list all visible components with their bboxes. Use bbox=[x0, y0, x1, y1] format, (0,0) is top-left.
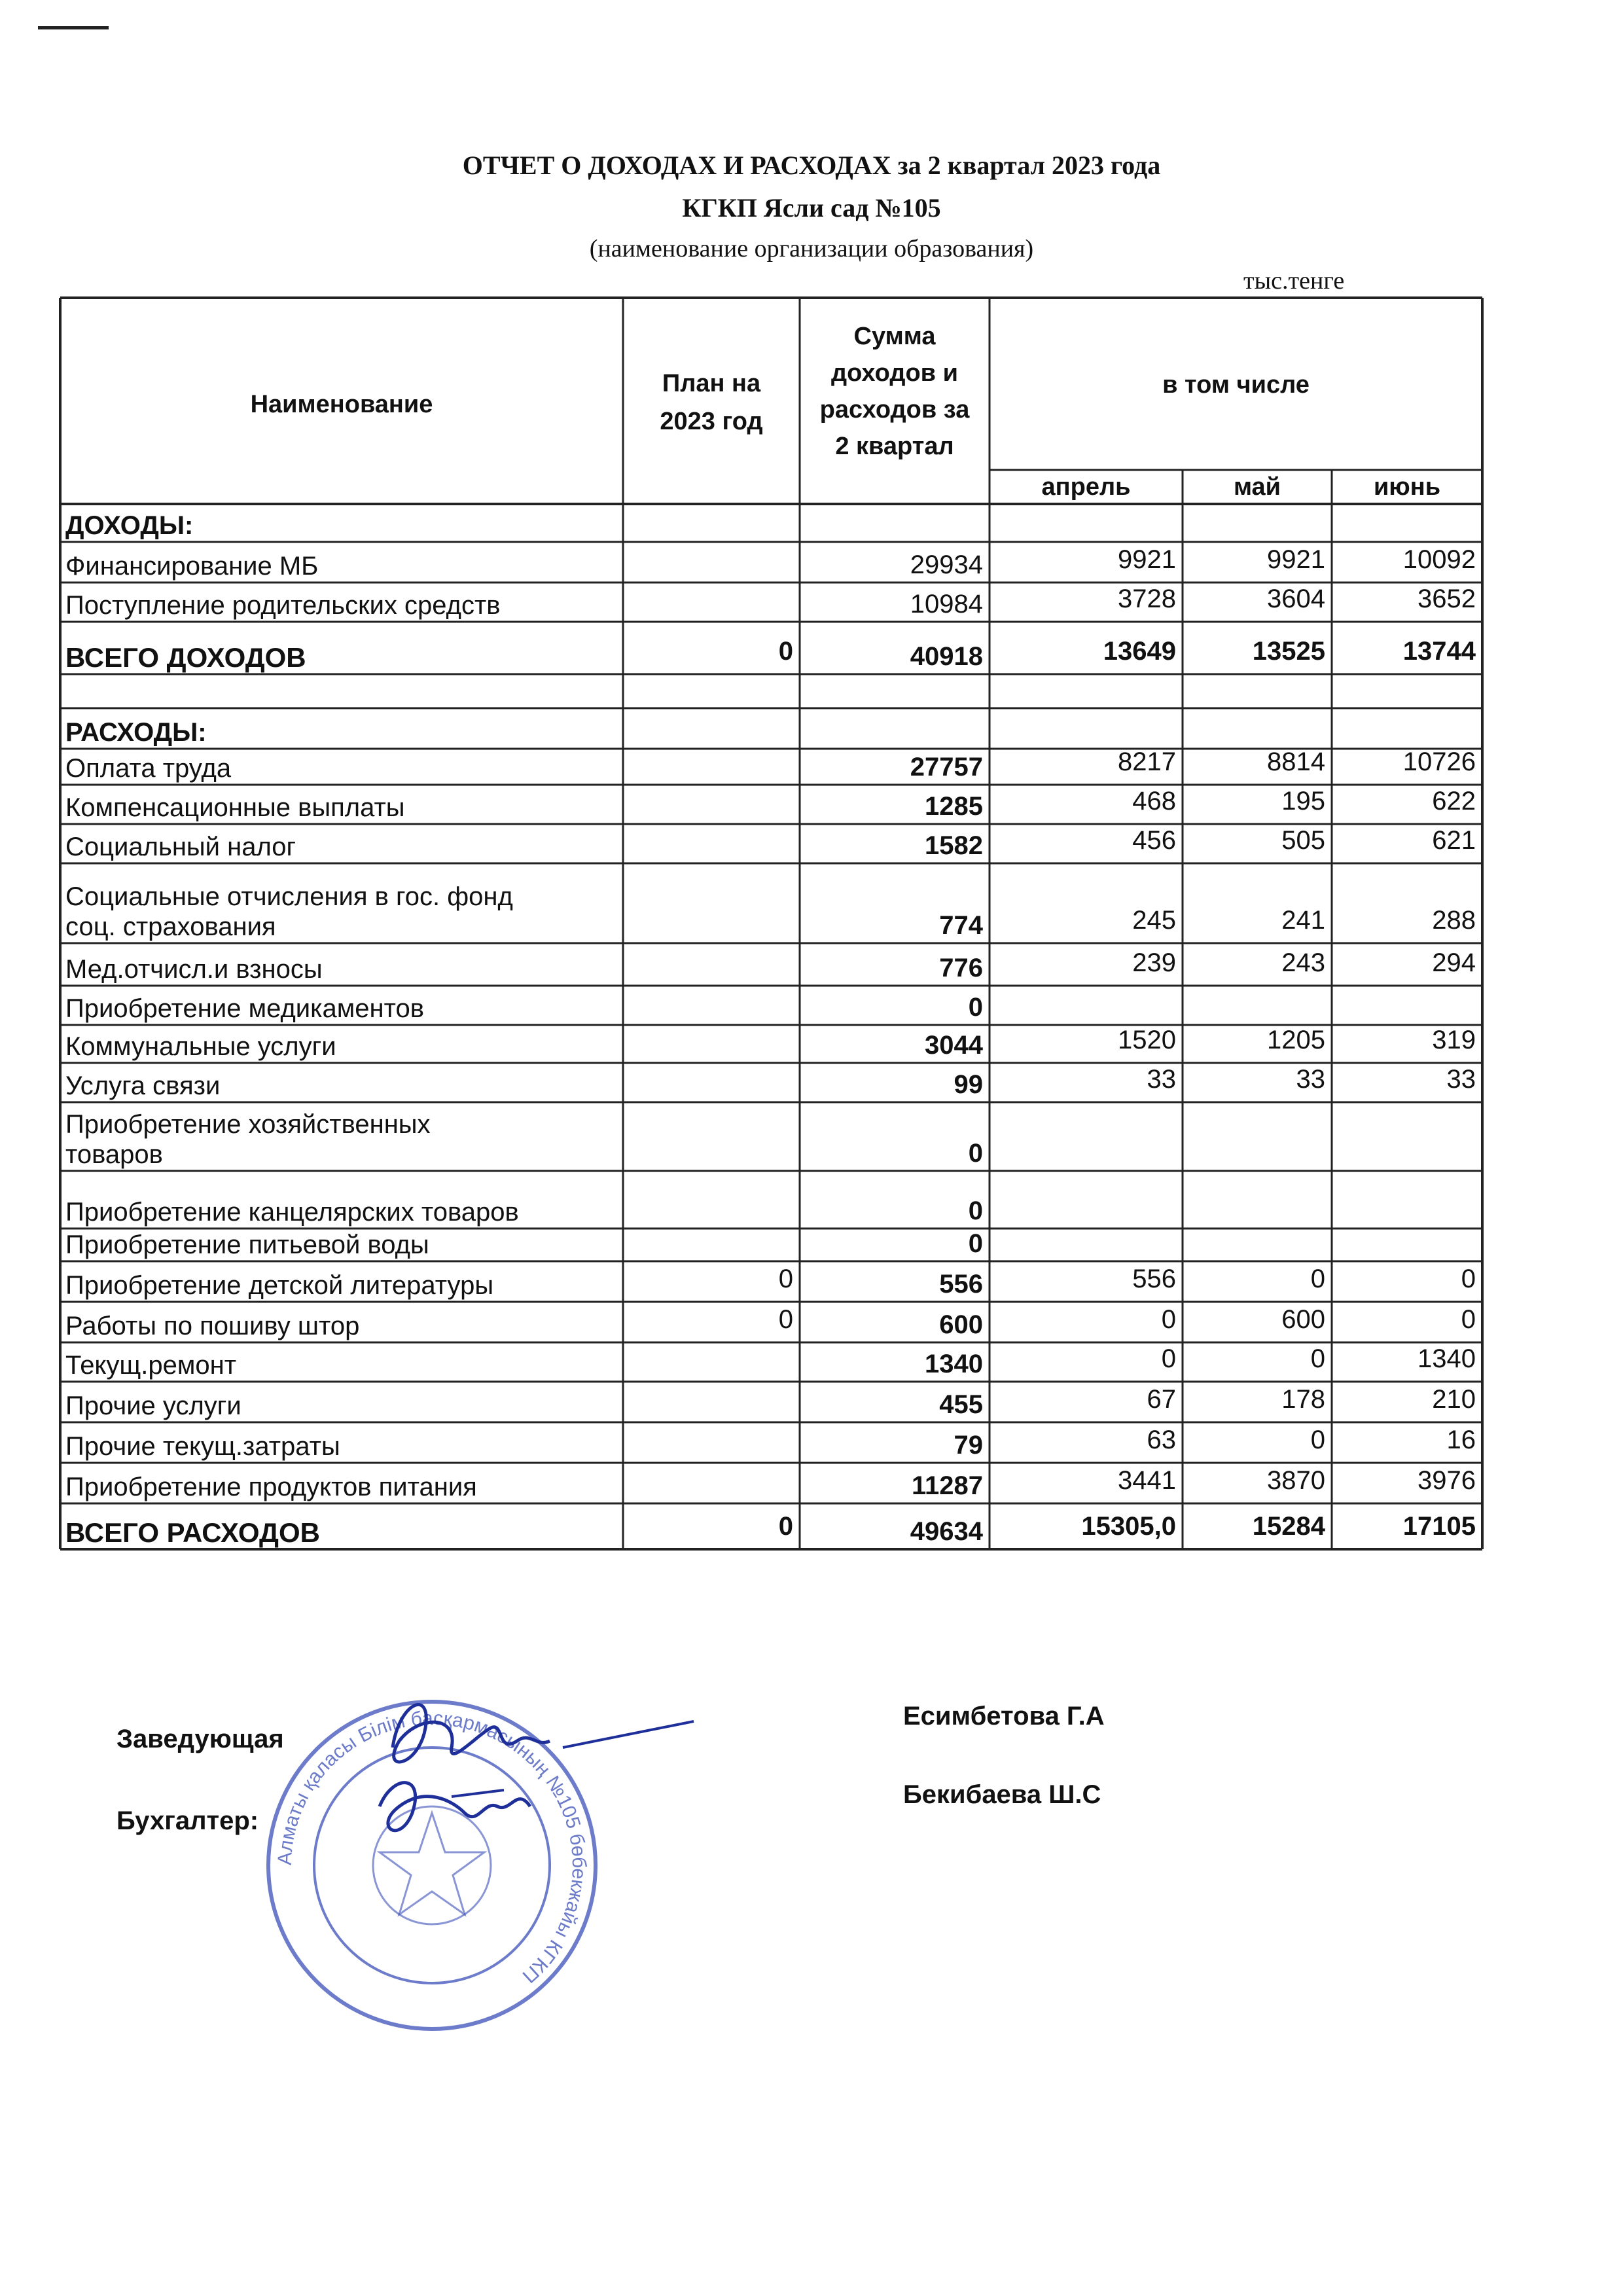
row-sum: 27757 bbox=[910, 753, 983, 781]
row-name: Приобретение продуктов питания bbox=[65, 1473, 477, 1501]
row-sum: 11287 bbox=[911, 1471, 983, 1500]
row-june: 10092 bbox=[1402, 545, 1476, 574]
row-plan: 0 bbox=[778, 637, 793, 666]
row-name: Приобретение детской литературы bbox=[65, 1271, 494, 1300]
row-name: Прочие текущ.затраты bbox=[65, 1432, 340, 1461]
row-sum: 49634 bbox=[910, 1517, 983, 1546]
row-name: Приобретение канцелярских товаров bbox=[65, 1198, 519, 1227]
row-june: 0 bbox=[1461, 1305, 1476, 1334]
row-plan: 0 bbox=[778, 1265, 793, 1293]
report-title: ОТЧЕТ О ДОХОДАХ И РАСХОДАХ за 2 квартал 2023 года bbox=[462, 151, 1161, 180]
row-sum: 556 bbox=[939, 1270, 983, 1299]
accountant-name: Бекибаева Ш.С bbox=[903, 1780, 1101, 1809]
row-may: 13525 bbox=[1252, 637, 1325, 666]
row-may: 8814 bbox=[1267, 747, 1325, 776]
row-june: 16 bbox=[1446, 1426, 1476, 1454]
row-name: Коммунальные услуги bbox=[65, 1032, 336, 1061]
row-sum: 776 bbox=[939, 954, 983, 982]
row-name: Прочие услуги bbox=[65, 1391, 241, 1420]
unit-label: тыс.тенге bbox=[1243, 267, 1345, 295]
row-april: 3441 bbox=[1118, 1466, 1176, 1495]
row-june: 17105 bbox=[1402, 1512, 1476, 1541]
head-label: Заведующая bbox=[116, 1725, 284, 1753]
header-name: Наименование bbox=[250, 391, 433, 418]
row-may: 15284 bbox=[1252, 1512, 1325, 1541]
row-june: 3976 bbox=[1418, 1466, 1476, 1495]
row-name: Текущ.ремонт bbox=[65, 1351, 237, 1380]
row-name: Социальные отчисления в гос. фонд bbox=[65, 882, 513, 911]
row-name: Мед.отчисл.и взносы bbox=[65, 955, 323, 984]
row-name: Финансирование МБ bbox=[65, 552, 319, 581]
row-may: 243 bbox=[1281, 948, 1325, 977]
row-sum: 455 bbox=[939, 1390, 983, 1419]
header-sum: доходов и bbox=[831, 359, 958, 387]
row-name: Работы по пошиву штор bbox=[65, 1312, 360, 1340]
row-april: 556 bbox=[1132, 1265, 1176, 1293]
row-may: 241 bbox=[1281, 906, 1325, 935]
row-name: Приобретение хозяйственных bbox=[65, 1110, 431, 1139]
row-sum: 3044 bbox=[925, 1031, 983, 1060]
row-june: 1340 bbox=[1418, 1344, 1476, 1373]
row-sum: 0 bbox=[968, 1196, 983, 1225]
row-sum: 10984 bbox=[910, 590, 983, 619]
header-sum: Сумма bbox=[853, 323, 936, 350]
row-june: 288 bbox=[1432, 906, 1476, 935]
row-may: 3604 bbox=[1267, 584, 1325, 613]
row-name: Услуга связи bbox=[65, 1071, 221, 1100]
row-may: 0 bbox=[1310, 1265, 1325, 1293]
header-april: апрель bbox=[1041, 473, 1131, 501]
row-sum: 99 bbox=[954, 1070, 983, 1099]
row-name: Компенсационные выплаты bbox=[65, 793, 405, 822]
row-april: 8217 bbox=[1118, 747, 1176, 776]
row-name: РАСХОДЫ: bbox=[65, 718, 207, 747]
row-sum: 1285 bbox=[925, 792, 983, 821]
row-april: 3728 bbox=[1118, 584, 1176, 613]
header-plan: План на bbox=[662, 370, 761, 397]
row-name: ВСЕГО ДОХОДОВ bbox=[65, 642, 306, 673]
accountant-label: Бухгалтер: bbox=[116, 1806, 259, 1835]
row-may: 9921 bbox=[1267, 545, 1325, 574]
header-plan: 2023 год bbox=[660, 408, 763, 435]
header-june: июнь bbox=[1373, 473, 1441, 501]
row-april: 1520 bbox=[1118, 1026, 1176, 1054]
row-may: 1205 bbox=[1267, 1026, 1325, 1054]
row-plan: 0 bbox=[778, 1512, 793, 1541]
row-april: 0 bbox=[1161, 1344, 1176, 1373]
row-april: 15305,0 bbox=[1081, 1512, 1176, 1541]
row-may: 178 bbox=[1281, 1385, 1325, 1414]
organization-caption: (наименование организации образования) bbox=[589, 235, 1034, 262]
row-june: 3652 bbox=[1418, 584, 1476, 613]
row-may: 3870 bbox=[1267, 1466, 1325, 1495]
row-name: товаров bbox=[65, 1140, 163, 1169]
header-sum: 2 квартал bbox=[835, 433, 954, 460]
row-may: 195 bbox=[1281, 787, 1325, 816]
row-plan: 0 bbox=[778, 1305, 793, 1334]
row-name: соц. страхования bbox=[65, 912, 276, 941]
row-may: 600 bbox=[1281, 1305, 1325, 1334]
row-april: 245 bbox=[1132, 906, 1176, 935]
row-sum: 0 bbox=[968, 1229, 983, 1258]
row-name: Приобретение медикаментов bbox=[65, 994, 424, 1023]
head-name: Есимбетова Г.А bbox=[903, 1702, 1105, 1731]
row-june: 10726 bbox=[1402, 747, 1476, 776]
row-sum: 1340 bbox=[925, 1350, 983, 1378]
header-may: май bbox=[1233, 473, 1281, 501]
header-including: в том числе bbox=[1162, 371, 1310, 399]
row-name: Оплата труда bbox=[65, 754, 232, 783]
row-sum: 40918 bbox=[910, 642, 983, 671]
stamp-text: Алматы қаласы Білім басқармасының №105 бөбекжайы КГКП bbox=[274, 1707, 590, 1987]
row-name: ДОХОДЫ: bbox=[65, 511, 194, 540]
row-may: 33 bbox=[1296, 1065, 1325, 1094]
row-april: 67 bbox=[1147, 1385, 1176, 1414]
row-april: 63 bbox=[1147, 1426, 1176, 1454]
row-sum: 0 bbox=[968, 993, 983, 1022]
row-june: 13744 bbox=[1402, 637, 1476, 666]
row-name: Социальный налог bbox=[65, 833, 296, 861]
row-may: 505 bbox=[1281, 826, 1325, 855]
row-april: 0 bbox=[1161, 1305, 1176, 1334]
row-sum: 0 bbox=[968, 1139, 983, 1168]
row-sum: 1582 bbox=[925, 831, 983, 860]
organization-name: КГКП Ясли сад №105 bbox=[682, 193, 941, 223]
row-june: 622 bbox=[1432, 787, 1476, 816]
row-april: 13649 bbox=[1103, 637, 1176, 666]
header-sum: расходов за bbox=[819, 396, 970, 423]
row-may: 0 bbox=[1310, 1344, 1325, 1373]
row-name: Поступление родительских средств bbox=[65, 591, 501, 620]
row-sum: 79 bbox=[954, 1431, 983, 1460]
row-june: 33 bbox=[1446, 1065, 1476, 1094]
row-april: 456 bbox=[1132, 826, 1176, 855]
row-april: 33 bbox=[1147, 1065, 1176, 1094]
row-name: Приобретение питьевой воды bbox=[65, 1230, 429, 1259]
row-june: 0 bbox=[1461, 1265, 1476, 1293]
row-june: 210 bbox=[1432, 1385, 1476, 1414]
row-sum: 600 bbox=[939, 1310, 983, 1339]
row-april: 9921 bbox=[1118, 545, 1176, 574]
row-sum: 29934 bbox=[910, 550, 983, 579]
row-june: 294 bbox=[1432, 948, 1476, 977]
row-may: 0 bbox=[1310, 1426, 1325, 1454]
row-june: 319 bbox=[1432, 1026, 1476, 1054]
row-name: ВСЕГО РАСХОДОВ bbox=[65, 1517, 320, 1548]
row-april: 468 bbox=[1132, 787, 1176, 816]
row-june: 621 bbox=[1432, 826, 1476, 855]
row-april: 239 bbox=[1132, 948, 1176, 977]
row-sum: 774 bbox=[939, 911, 983, 940]
signatures-handwritten bbox=[353, 1676, 720, 1885]
